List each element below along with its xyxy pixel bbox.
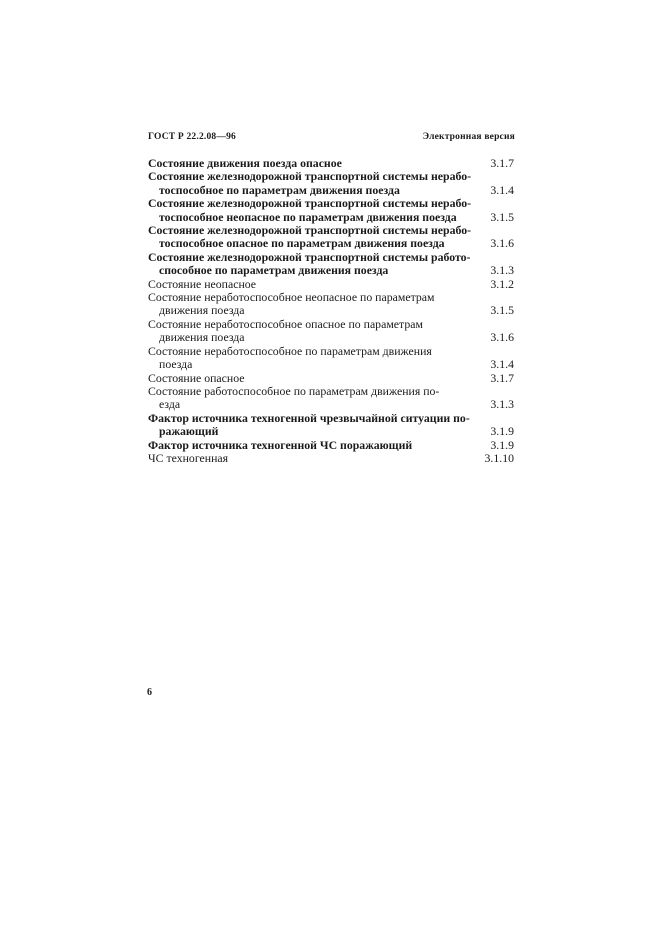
index-entry (148, 170, 514, 197)
section-reference: 3.1.7 (490, 370, 514, 385)
index-entry (148, 372, 514, 385)
index-term: Состояние опасное 3.1.7 (148, 370, 514, 385)
index-term-continuation: движения поезда 3.1.6 (159, 330, 514, 345)
index-term-continuation: ражающий 3.1.9 (159, 424, 514, 439)
section-reference: 3.1.3 (490, 397, 514, 412)
index-entry (148, 278, 514, 291)
edition-label: Электронная версия (422, 132, 515, 142)
section-reference: 3.1.9 (490, 437, 514, 452)
index-entry (148, 197, 514, 224)
section-reference: 3.1.9 (490, 424, 514, 439)
index-term: Фактор источника техногенной чрезвычайной ситуации по- (148, 410, 470, 425)
index-term: ЧС техногенная 3.1.10 (148, 450, 514, 465)
index-term: Состояние неработоспособное опасное по параметрам (148, 316, 423, 331)
section-reference: 3.1.5 (490, 209, 514, 224)
alphabetical-index (148, 157, 514, 465)
index-term: Состояние неработоспособное неопасное по параметрам (148, 290, 435, 305)
index-entry (148, 318, 514, 345)
index-term-continuation: поезда 3.1.4 (159, 357, 514, 372)
index-entry (148, 452, 514, 465)
index-term-continuation: движения поезда 3.1.5 (159, 303, 514, 318)
standard-designation: ГОСТ Р 22.2.08—96 (148, 132, 236, 142)
index-term: Состояние неработоспособное по параметрам движения (148, 343, 432, 358)
section-reference: 3.1.7 (490, 156, 514, 170)
index-term: Состояние движения поезда опасное 3.1.7 (148, 156, 514, 170)
index-term-continuation: способное по параметрам движения поезда 3.1.3 (159, 263, 514, 278)
index-term-continuation: тоспособное по параметрам движения поезда 3.1.4 (159, 182, 514, 197)
index-term: Состояние железнодорожной транспортной системы нерабо- (148, 223, 472, 238)
section-reference: 3.1.3 (490, 263, 514, 278)
index-term: Состояние железнодорожной транспортной системы работо- (148, 249, 471, 264)
index-entry (148, 224, 514, 251)
index-term-continuation: тоспособное неопасное по параметрам движения поезда 3.1.5 (159, 209, 514, 224)
index-entry (148, 251, 514, 278)
section-reference: 3.1.5 (490, 303, 514, 318)
section-reference: 3.1.6 (490, 236, 514, 251)
index-term: Состояние работоспособное по параметрам движения по- (148, 383, 440, 398)
section-reference: 3.1.4 (490, 182, 514, 197)
page-number: 6 (147, 687, 152, 698)
index-term: Состояние железнодорожной транспортной системы нерабо- (148, 196, 472, 211)
index-entry (148, 291, 514, 318)
index-term-continuation: езда 3.1.3 (159, 397, 514, 412)
index-entry (148, 412, 514, 439)
index-entry (148, 385, 514, 412)
index-term: Состояние неопасное 3.1.2 (148, 276, 514, 291)
index-entry (148, 157, 514, 170)
index-entry (148, 345, 514, 372)
section-reference: 3.1.6 (490, 330, 514, 345)
section-reference: 3.1.2 (490, 276, 514, 291)
index-term: Состояние железнодорожной транспортной системы нерабо- (148, 169, 472, 184)
index-term-continuation: тоспособное опасное по параметрам движения поезда 3.1.6 (159, 236, 514, 251)
index-term: Фактор источника техногенной ЧС поражающий 3.1.9 (148, 437, 514, 452)
section-reference: 3.1.4 (490, 357, 514, 372)
index-entry (148, 439, 514, 452)
section-reference: 3.1.10 (484, 450, 514, 465)
